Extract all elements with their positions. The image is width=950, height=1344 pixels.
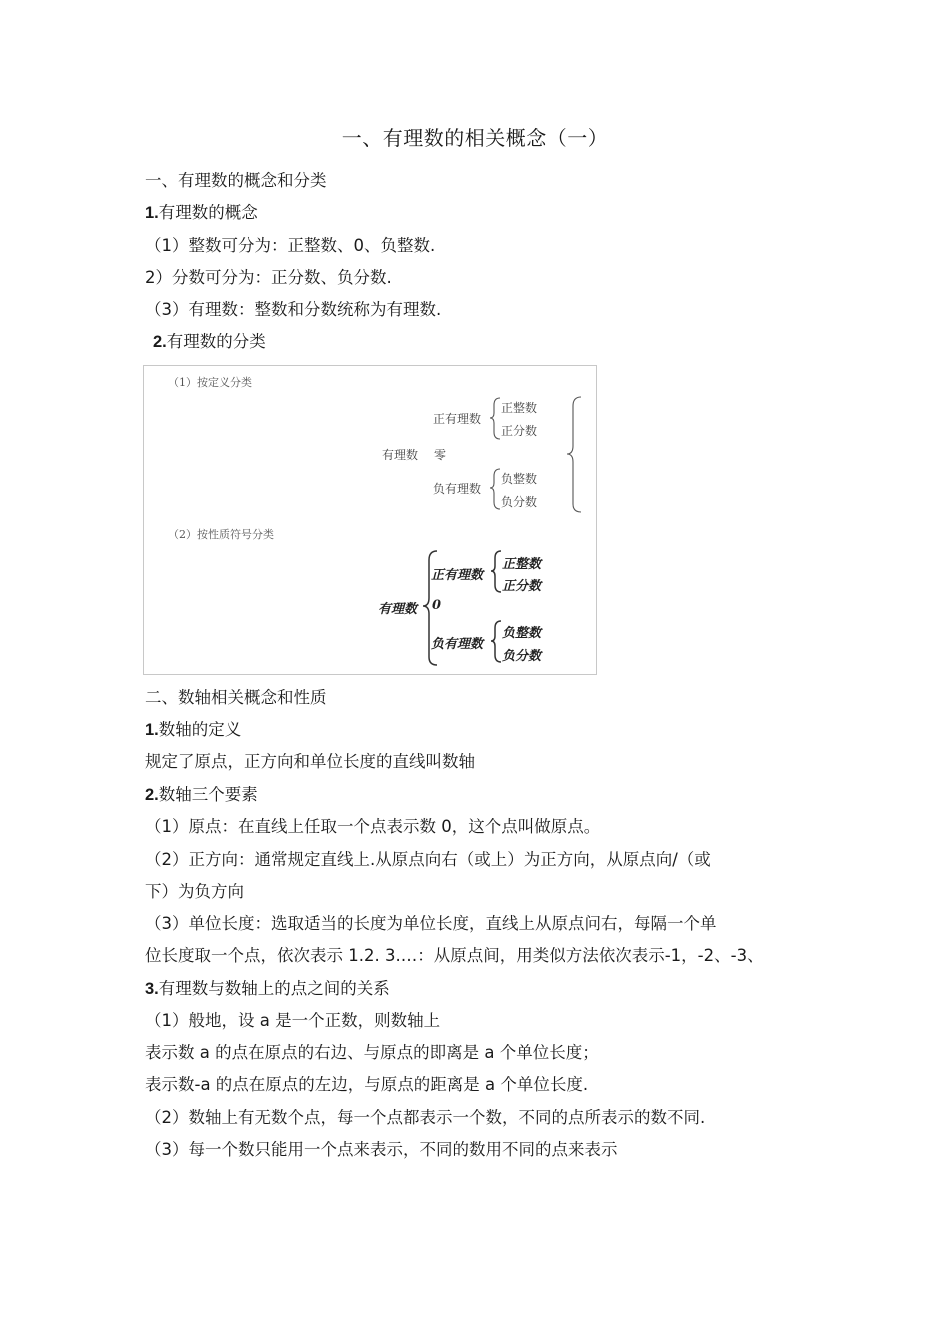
subheading: 2.数轴三个要素 — [145, 785, 258, 804]
section-heading: 二、数轴相关概念和性质 — [145, 688, 327, 707]
text-line: （3）有理数：整数和分数统称为有理数. — [145, 300, 442, 319]
tree1-positive: 正有理数 — [433, 412, 482, 426]
tree2-negative-int: 负整数 — [502, 626, 542, 641]
classification-figure — [143, 365, 597, 675]
subheading: 2.有理数的分类 — [153, 332, 266, 351]
text-line: （1）整数可分为：正整数、0、负整数. — [145, 236, 436, 255]
section-heading: 一、有理数的概念和分类 — [145, 171, 327, 190]
subheading: 1.有理数的概念 — [145, 203, 258, 222]
tree2-root: 有理数 — [378, 602, 418, 617]
text-line: （1）般地，设 a 是一个正数，则数轴上 — [145, 1011, 441, 1030]
tree2-zero: 0 — [432, 598, 442, 613]
tree1-positive-frac: 正分数 — [501, 424, 538, 438]
subheading: 3.有理数与数轴上的点之间的关系 — [145, 979, 390, 998]
text-line: （3）每一个数只能用一个点来表示，不同的数用不同的点来表示 — [145, 1140, 618, 1159]
tree1-positive-int: 正整数 — [501, 401, 538, 415]
text-line: 2）分数可分为：正分数、负分数. — [145, 268, 392, 287]
subheading: 1.数轴的定义 — [145, 720, 242, 739]
tree1-negative-frac: 负分数 — [501, 495, 538, 509]
text-line: （3）单位长度：选取适当的长度为单位长度，直线上从原点问右，每隔一个单 — [145, 914, 717, 933]
figure-caption-1: （1）按定义分类 — [168, 376, 252, 389]
tree2-negative: 负有理数 — [431, 637, 484, 652]
text-line: （2）数轴上有无数个点，每一个点都表示一个数，不同的点所表示的数不同. — [145, 1108, 706, 1127]
text-line: （1）原点：在直线上任取一个点表示数 0，这个点叫做原点。 — [145, 817, 601, 836]
text-line: 下）为负方向 — [145, 882, 244, 901]
text-line: 表示数 a 的点在原点的右边、与原点的即离是 a 个单位长度； — [145, 1043, 599, 1062]
figure-caption-2: （2）按性质符号分类 — [168, 528, 274, 541]
tree2-positive-int: 正整数 — [502, 557, 542, 572]
tree1-root: 有理数 — [382, 448, 419, 462]
tree2-negative-frac: 负分数 — [502, 649, 542, 664]
tree2-positive-frac: 正分数 — [502, 579, 542, 594]
text-line: 位长度取一个点，依次表示 1.2. 3.…：从原点间，用类似方法依次表示-1，-2、-3、 — [145, 946, 764, 965]
tree1-negative-int: 负整数 — [501, 472, 538, 486]
text-line: 表示数-a 的点在原点的左边，与原点的距离是 a 个单位长度. — [145, 1075, 589, 1094]
tree1-negative: 负有理数 — [433, 482, 482, 496]
tree1-zero: 零 — [434, 448, 447, 462]
text-line: 规定了原点，正方向和单位长度的直线叫数轴 — [145, 752, 475, 771]
tree2-positive: 正有理数 — [431, 568, 484, 583]
page-title: 一、有理数的相关概念（一） — [341, 126, 609, 150]
text-line: （2）正方向：通常规定直线上.从原点向右（或上）为正方向，从原点向/（或 — [145, 850, 711, 869]
